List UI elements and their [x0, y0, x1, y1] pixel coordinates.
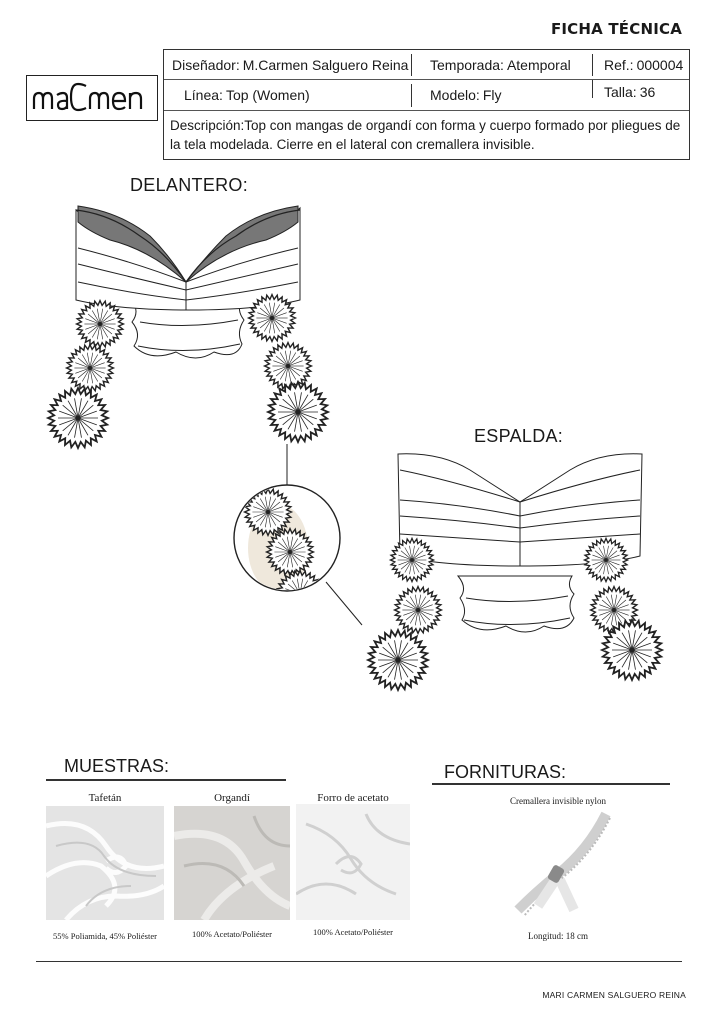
sample-composition: 100% Acetato/Poliéster	[191, 929, 273, 939]
info-row-2	[164, 80, 689, 111]
samples-rule	[46, 779, 286, 781]
ref-label: Ref.:	[604, 56, 634, 73]
sample-name: Organdí	[214, 792, 250, 804]
size-label: Talla:	[604, 84, 637, 100]
model-value: Fly	[482, 87, 502, 103]
size-cell	[596, 80, 691, 110]
divider	[411, 84, 412, 107]
info-row-1	[164, 50, 689, 80]
brand-logo	[26, 75, 158, 121]
front-view-label: DELANTERO:	[130, 175, 249, 195]
size-value: 36	[639, 84, 656, 100]
designer-cell	[164, 50, 410, 79]
front-garment-sketch	[48, 206, 328, 448]
trim-note: Longitud: 18 cm	[528, 931, 588, 941]
trim-name: Cremallera invisible nylon	[510, 796, 606, 806]
ref-value: 000004	[636, 56, 684, 73]
sample-composition: 55% Poliamida, 45% Poliéster	[53, 931, 157, 941]
line-label: Línea:	[184, 87, 223, 103]
sample-composition: 100% Acetato/Poliéster	[312, 927, 394, 937]
description	[170, 116, 685, 154]
zoom-detail-circle	[234, 444, 362, 625]
season-label: Temporada:	[430, 56, 504, 73]
divider	[592, 54, 593, 76]
ref-cell	[596, 50, 691, 79]
samples-title: MUESTRAS:	[64, 756, 170, 776]
trims-title: FORNITURAS:	[444, 762, 567, 782]
designer-label: Diseñador:	[172, 56, 240, 73]
model-cell	[422, 80, 587, 110]
organdy-swatch-image	[174, 806, 290, 920]
taffeta-swatch-image	[46, 806, 164, 920]
back-garment-sketch	[368, 454, 662, 690]
line-value: Top (Women)	[225, 87, 310, 103]
season-cell	[422, 50, 587, 79]
trims-rule	[432, 783, 670, 785]
back-view-label: ESPALDA:	[474, 426, 564, 446]
designer-value: M.Carmen Salguero Reina	[242, 56, 409, 73]
sample-name: Tafetán	[88, 792, 122, 804]
info-table	[163, 49, 690, 160]
footer-rule	[36, 961, 682, 962]
description-label: Descripción:	[170, 118, 245, 133]
footer-author: MARI CARMEN SALGUERO REINA	[542, 990, 686, 1000]
description-text: Top con mangas de organdí con forma y cuerpo formado por pliegues de la tela modelada. Cierre en el lateral con cremallera invisible.	[170, 118, 681, 152]
divider	[592, 80, 593, 98]
logo-wordmark	[30, 79, 154, 117]
line-cell	[176, 80, 410, 110]
invisible-zipper-image	[498, 810, 618, 926]
model-label: Modelo:	[430, 87, 480, 103]
season-value: Atemporal	[506, 56, 571, 73]
document-title: FICHA TÉCNICA	[550, 20, 682, 38]
divider	[411, 54, 412, 76]
acetate-lining-swatch-image	[296, 804, 410, 920]
sample-name: Forro de acetato	[317, 792, 389, 804]
